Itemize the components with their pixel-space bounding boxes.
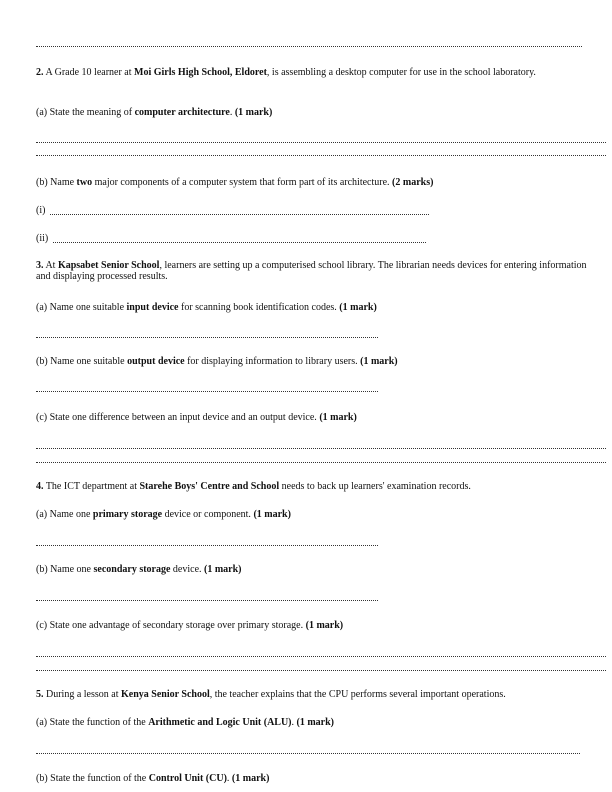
question-5b: (b) State the function of the Control Unit (CU). (1 mark) xyxy=(36,773,270,784)
question-2b: (b) Name two major components of a computer system that form part of its architecture. (2 marks) xyxy=(36,177,434,188)
question-number: 2. xyxy=(36,67,44,78)
answer-line xyxy=(36,545,378,546)
marks: (1 mark) xyxy=(339,302,377,313)
school-name: Kapsabet Senior School xyxy=(57,260,160,271)
marks: (1 mark) xyxy=(253,509,291,520)
school-name: Moi Girls High School, Eldoret xyxy=(134,67,267,78)
marks: (1 mark) xyxy=(360,356,398,367)
question-3-intro: 3. At Kapsabet Senior School, learners are setting up a computerised school library. The librarian needs devices for entering information and displaying processed results. xyxy=(36,260,587,282)
answer-line xyxy=(36,670,606,671)
answer-line xyxy=(36,142,606,143)
answer-line xyxy=(36,600,378,601)
answer-line xyxy=(36,155,606,156)
answer-line xyxy=(36,656,606,657)
school-name: Starehe Boys' Centre and School xyxy=(139,481,280,492)
answer-line xyxy=(36,391,378,392)
marks: (1 mark) xyxy=(319,412,357,423)
marks: (1 mark) xyxy=(296,717,335,728)
question-4b: (b) Name one secondary storage device. (1 mark) xyxy=(36,564,242,575)
answer-line xyxy=(50,214,429,215)
answer-line xyxy=(36,46,582,47)
question-3a: (a) Name one suitable input device for scanning book identification codes. (1 mark) xyxy=(36,302,377,313)
marks: (1 mark) xyxy=(234,107,273,118)
question-4a: (a) Name one primary storage device or component. (1 mark) xyxy=(36,509,291,520)
answer-line xyxy=(36,448,606,449)
question-4c: (c) State one advantage of secondary storage over primary storage. (1 mark) xyxy=(36,620,344,631)
question-3b: (b) Name one suitable output device for displaying information to library users. (1 mark) xyxy=(36,356,398,367)
question-3c: (c) State one difference between an input device and an output device. (1 mark) xyxy=(36,412,357,423)
school-name: Kenya Senior School xyxy=(121,689,210,700)
question-2a: (a) State the meaning of computer architecture. (1 mark) xyxy=(36,107,273,118)
question-5-intro: 5. During a lesson at Kenya Senior School, the teacher explains that the CPU performs several important operations. xyxy=(36,689,506,700)
marks: (1 mark) xyxy=(231,773,270,784)
answer-line xyxy=(36,462,606,463)
question-number: 5. xyxy=(36,689,44,700)
marks: (2 marks) xyxy=(392,177,434,188)
question-5a: (a) State the function of the Arithmetic and Logic Unit (ALU). (1 mark) xyxy=(36,717,335,728)
question-2-intro: 2. A Grade 10 learner at Moi Girls High School, Eldoret, is assembling a desktop computer for use in the school laboratory. xyxy=(36,67,536,78)
marks: (1 mark) xyxy=(305,620,344,631)
answer-line xyxy=(53,242,426,243)
question-number: 3. xyxy=(36,260,44,271)
question-4-intro: 4. The ICT department at Starehe Boys' Centre and School needs to back up learners' examination records. xyxy=(36,481,471,492)
answer-line xyxy=(36,337,378,338)
answer-label-i: (i) xyxy=(36,205,46,216)
answer-line xyxy=(36,753,580,754)
answer-label-ii: (ii) xyxy=(36,233,49,244)
question-number: 4. xyxy=(36,481,44,492)
marks: (1 mark) xyxy=(204,564,242,575)
